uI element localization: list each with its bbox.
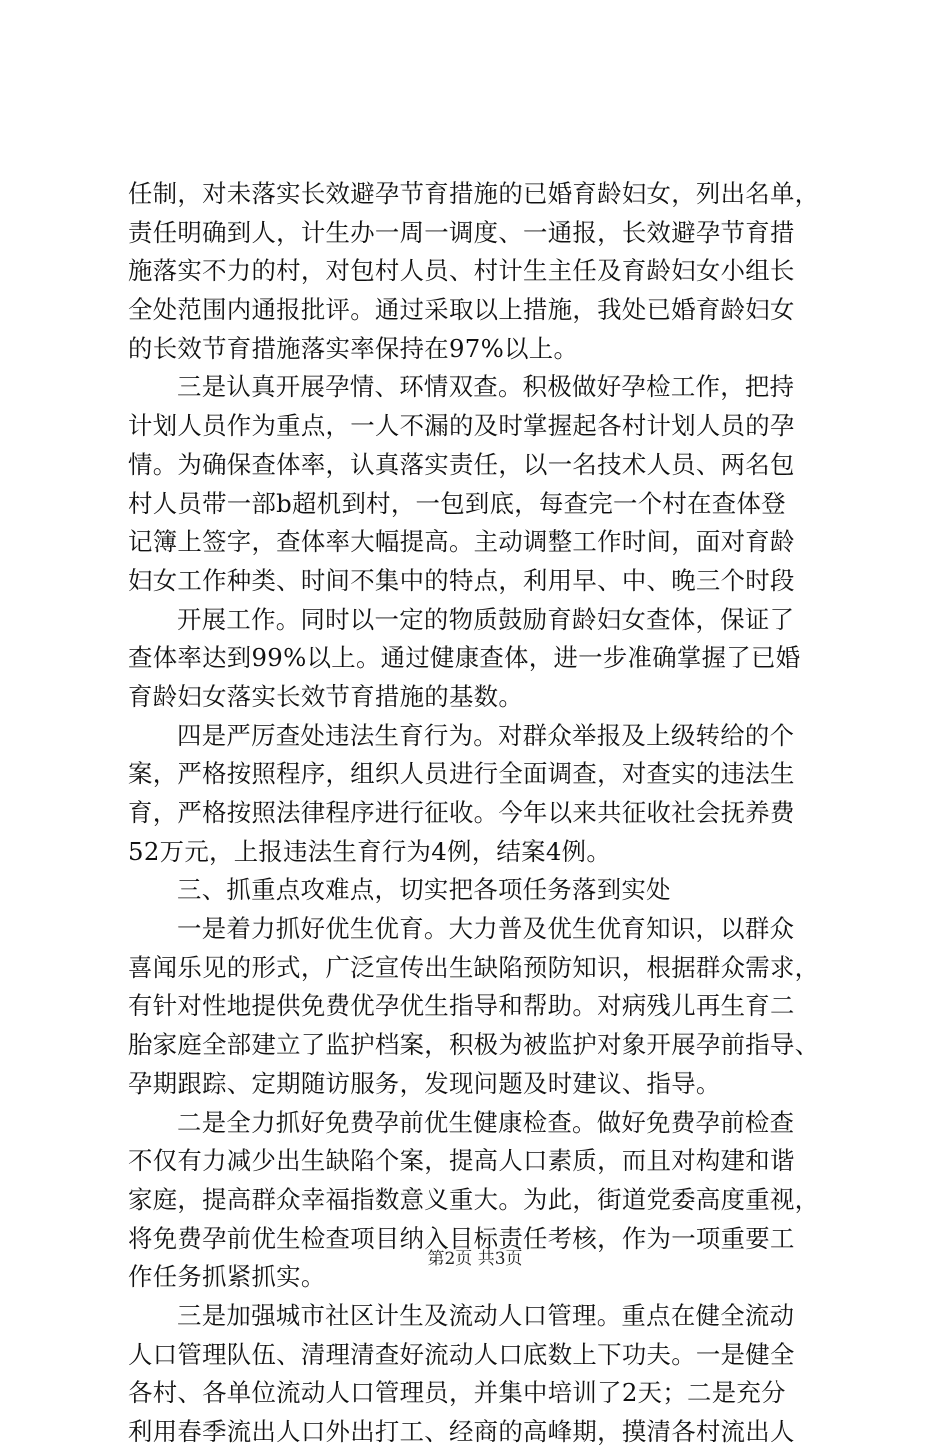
text-line: 孕期跟踪、定期随访服务，发现问题及时建议、指导。 — [128, 1068, 721, 1098]
text-line: 各村、各单位流动人口管理员，并集中培训了2天；二是充分 — [128, 1378, 786, 1408]
text-line: 记簿上签字，查体率大幅提高。主动调整工作时间，面对育龄 — [128, 527, 795, 557]
text-line: 案，严格按照程序，组织人员进行全面调查，对查实的违法生 — [128, 759, 795, 789]
text-line: 情。为确保查体率，认真落实责任，以一名技术人员、两名包 — [128, 449, 795, 479]
text-line: 开展工作。同时以一定的物质鼓励育龄妇女查体，保证了 — [177, 604, 795, 634]
text-line: 喜闻乐见的形式，广泛宣传出生缺陷预防知识，根据群众需求， — [128, 952, 820, 982]
text-line: 计划人员作为重点，一人不漏的及时掌握起各村计划人员的孕 — [128, 411, 795, 441]
text-line: 查体率达到99%以上。通过健康查体，进一步准确掌握了已婚 — [128, 643, 801, 673]
text-line: 不仅有力减少出生缺陷个案，提高人口素质，而且对构建和谐 — [128, 1146, 795, 1176]
text-line: 责任明确到人，计生办一周一调度、一通报，长效避孕节育措 — [128, 217, 795, 247]
text-line: 胎家庭全部建立了监护档案，积极为被监护对象开展孕前指导、 — [128, 1030, 820, 1060]
text-line: 二是全力抓好免费孕前优生健康检查。做好免费孕前检查 — [177, 1107, 795, 1137]
text-line: 利用春季流出人口外出打工、经商的高峰期，摸清各村流出人 — [128, 1417, 795, 1446]
text-line: 一是着力抓好优生优育。大力普及优生优育知识，以群众 — [177, 914, 795, 944]
text-line: 有针对性地提供免费优孕优生指导和帮助。对病残儿再生育二 — [128, 991, 795, 1021]
text-line: 三是认真开展孕情、环情双查。积极做好孕检工作，把持 — [177, 372, 795, 402]
text-line: 作任务抓紧抓实。 — [128, 1262, 326, 1292]
page-footer: 第2页 共3页 — [427, 1249, 523, 1269]
text-line: 人口管理队伍、清理清查好流动人口底数上下功夫。一是健全 — [128, 1339, 795, 1369]
text-line: 育，严格按照法律程序进行征收。今年以来共征收社会抚养费 — [128, 798, 795, 827]
text-line: 52万元，上报违法生育行为4例，结案4例。 — [128, 836, 612, 866]
text-line: 全处范围内通报批评。通过采取以上措施，我处已婚育龄妇女 — [128, 295, 795, 325]
text-line: 妇女工作种类、时间不集中的特点，利用早、中、晚三个时段 — [128, 565, 795, 595]
text-line: 村人员带一部b超机到村，一包到底，每查完一个村在查体登 — [128, 488, 786, 518]
text-line: 四是严厉查处违法生育行为。对群众举报及上级转给的个 — [177, 720, 795, 750]
text-line: 家庭，提高群众幸福指数意义重大。为此，街道党委高度重视， — [128, 1184, 820, 1214]
text-line: 三是加强城市社区计生及流动人口管理。重点在健全流动 — [177, 1300, 795, 1330]
text-line: 育龄妇女落实长效节育措施的基数。 — [128, 681, 524, 711]
text-line: 施落实不力的村，对包村人员、村计生主任及育龄妇女小组长 — [128, 256, 795, 286]
text-line: 三、抓重点攻难点，切实把各项任务落到实处 — [177, 875, 671, 905]
text-line: 的长效节育措施落实率保持在97%以上。 — [128, 333, 579, 363]
text-line: 将免费孕前优生检查项目纳入目标责任考核，作为一项重要工 — [128, 1223, 795, 1253]
text-line: 任制，对未落实长效避孕节育措施的已婚育龄妇女，列出名单， — [128, 179, 820, 208]
